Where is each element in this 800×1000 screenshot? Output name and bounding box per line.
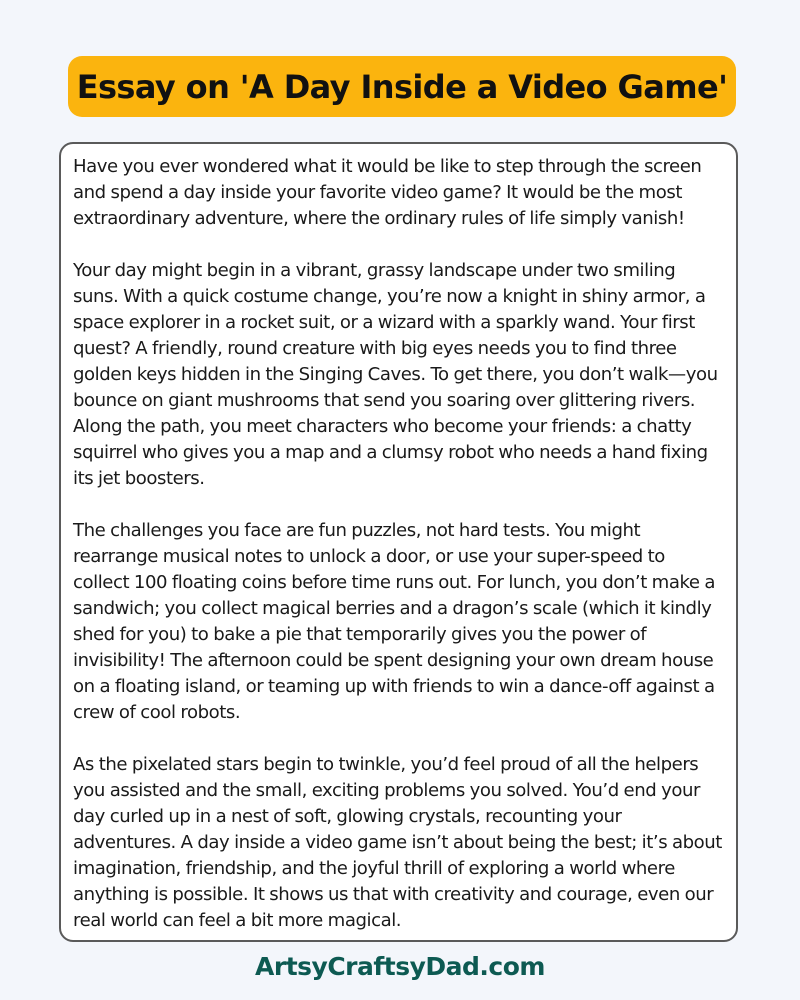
essay-paragraph-2: Your day might begin in a vibrant, grassy landscape under two smiling suns. With a quick costume change, you’re now a knight in shiny armor, a space explorer in a rocket suit, or a wizard with a sparkly wand. Your first quest? A friendly, round creature with big eyes needs you to find three golden keys hidden in the Singing Caves. To get there, you don’t walk—you bounce on giant mushrooms that send you soaring over glittering rivers. Along the path, you meet characters who become your friends: a chatty squirrel who gives you a map and a clumsy robot who needs a hand fixing its jet boosters. bbox=[73, 260, 718, 489]
page-title: Essay on 'A Day Inside a Video Game' bbox=[76, 67, 728, 106]
footer-brand: ArtsyCraftsyDad.com bbox=[255, 952, 545, 981]
essay-paragraph-4: As the pixelated stars begin to twinkle, you’d feel proud of all the helpers you assisted and the small, exciting problems you solved. You’d end your day curled up in a nest of soft, glowing crystals, recounting your adventures. A day inside a video game isn’t about being the best; it’s about imagination, friendship, and the joyful thrill of exploring a world where anything is possible. It shows us that with creativity and courage, even our real world can feel a bit more magical. bbox=[73, 754, 722, 931]
essay-card bbox=[59, 142, 738, 942]
essay-paragraph-3: The challenges you face are fun puzzles, not hard tests. You might rearrange musical notes to unlock a door, or use your super-speed to collect 100 floating coins before time runs out. For lunch, you don’t make a sandwich; you collect magical berries and a dragon’s scale (which it kindly shed for you) to bake a pie that temporarily gives you the power of invisibility! The afternoon could be spent designing your own dream house on a floating island, or teaming up with friends to win a dance-off against a crew of cool robots. bbox=[73, 520, 715, 723]
essay-paragraph-1: Have you ever wondered what it would be like to step through the screen and spend a day inside your favorite video game? It would be the most extraordinary adventure, where the ordinary rules of life simply vanish! bbox=[73, 156, 702, 229]
title-banner bbox=[68, 56, 736, 117]
